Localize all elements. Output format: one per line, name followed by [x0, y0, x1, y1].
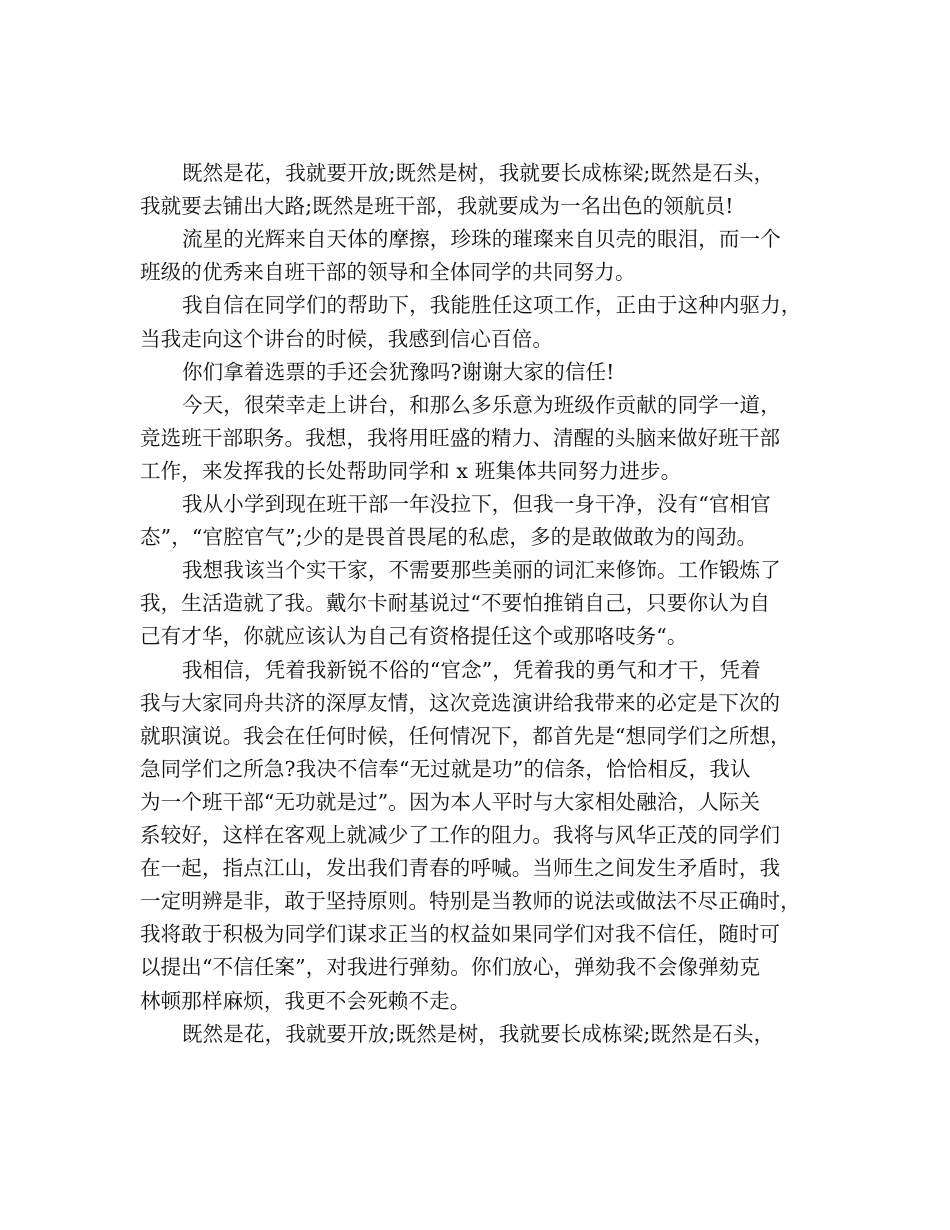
paragraph-line: 我将敢于积极为同学们谋求正当的权益如果同学们对我不信任，随时可 — [140, 922, 781, 947]
paragraph-line: 急同学们之所急?我决不信奉“无过就是功”的信条，恰恰相反，我认 — [140, 756, 751, 781]
paragraph-first-line: 既然是花，我就要开放;既然是树，我就要长成栋梁;既然是石头， — [182, 161, 775, 185]
paragraph-line: 为一个班干部“无功就是过”。因为本人平时与大家相处融洽，人际关 — [140, 789, 761, 814]
paragraph-line: 以提出“不信任案”，对我进行弹劾。你们放心，弹劾我不会像弹劾克 — [140, 955, 761, 980]
paragraph-line: 系较好，这样在客观上就减少了工作的阻力。我将与风华正茂的同学们 — [140, 823, 781, 847]
paragraph-line: 我，生活造就了我。戴尔卡耐基说过“不要怕推销自己，只要你认为自 — [140, 591, 771, 616]
paragraph-line: 一定明辨是非，敢于坚持原则。特别是当教师的说法或做法不尽正确时， — [140, 889, 801, 914]
paragraph-first-line: 我自信在同学们的帮助下，我能胜任这项工作，正由于这种内驱力， — [182, 293, 802, 318]
paragraph-line: 当我走向这个讲台的时候，我感到信心百倍。 — [140, 326, 553, 351]
paragraph-line: 竞选班干部职务。我想，我将用旺盛的精力、清醒的头脑来做好班干部 — [140, 425, 781, 450]
paragraph-first-line: 流星的光辉来自天体的摩擦，珍珠的璀璨来自贝壳的眼泪，而一个 — [182, 227, 781, 252]
paragraph-line: 我就要去铺出大路;既然是班干部，我就要成为一名出色的领航员! — [140, 194, 734, 219]
paragraph-line: 己有才华，你就应该认为自己有资格提任这个或那咯吱务“。 — [140, 624, 688, 649]
paragraph-line: 态”，“官腔官气”;少的是畏首畏尾的私虑，多的是敢做敢为的闯劲。 — [140, 525, 758, 550]
paragraph-first-line: 你们拿着选票的手还会犹豫吗?谢谢大家的信任! — [182, 359, 615, 384]
paragraph-first-line: 今天，很荣幸走上讲台，和那么多乐意为班级作贡献的同学一道， — [182, 392, 781, 417]
paragraph-line: 工作，来发挥我的长处帮助同学和 x 班集体共同努力进步。 — [140, 458, 682, 483]
paragraph-first-line: 我相信，凭着我新锐不俗的“官念”，凭着我的勇气和才干，凭着 — [182, 657, 761, 682]
paragraph-first-line: 我想我该当个实干家，不需要那些美丽的词汇来修饰。工作锻炼了 — [182, 558, 781, 583]
paragraph-first-line: 既然是花，我就要开放;既然是树，我就要长成栋梁;既然是石头， — [182, 1021, 775, 1046]
paragraph-line: 林顿那样麻烦，我更不会死赖不走。 — [140, 988, 471, 1013]
paragraph-line: 我与大家同舟共济的深厚友情，这次竞选演讲给我带来的必定是下次的 — [140, 690, 781, 715]
paragraph-line: 班级的优秀来自班干部的领导和全体同学的共同努力。 — [140, 260, 636, 285]
paragraph-line: 在一起，指点江山，发出我们青春的呼喊。当师生之间发生矛盾时，我 — [140, 856, 781, 881]
paragraph-first-line: 我从小学到现在班干部一年没拉下，但我一身干净，没有“官相官 — [182, 492, 771, 516]
paragraph-line: 就职演说。我会在任何时候，任何情况下，都首先是“想同学们之所想， — [140, 723, 791, 748]
